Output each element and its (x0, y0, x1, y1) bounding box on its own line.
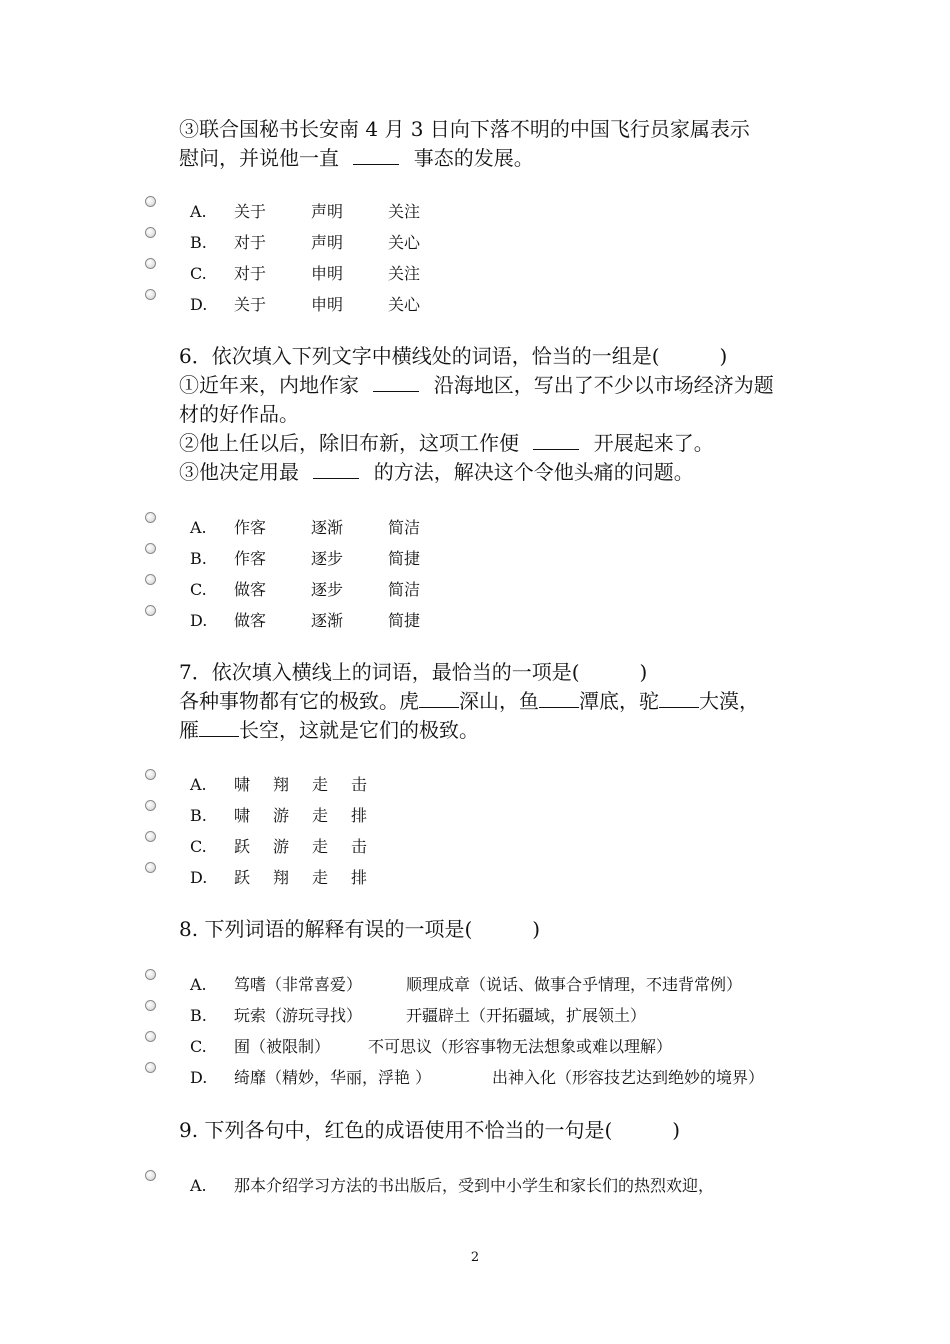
option-char: 啸 (234, 775, 251, 794)
option-word: 做客 (234, 611, 267, 630)
option-text: 那本介绍学习方法的书出版后，受到中小学生和家长们的热烈欢迎， (234, 1176, 715, 1195)
q6-option-c-radio[interactable] (145, 574, 156, 585)
option-char: 走 (312, 837, 329, 856)
q8-option-a-radio[interactable] (145, 969, 156, 980)
q6-option-b-radio[interactable] (145, 543, 156, 554)
q7-option-b[interactable] (190, 805, 367, 827)
q6-title: 6．依次填入下列文字中横线处的词语，恰当的一组是( ) (179, 344, 728, 368)
option-char: 击 (351, 837, 368, 856)
q7-option-d-radio[interactable] (145, 862, 156, 873)
option-term: 不可思议（形容事物无法想象或难以理解） (368, 1037, 673, 1056)
option-word: 简捷 (388, 611, 421, 630)
q8-option-b[interactable] (190, 1005, 646, 1027)
option-term: 出神入化（形容技艺达到绝妙的境界） (492, 1068, 765, 1087)
q6-s2b: 开展起来了。 (593, 431, 714, 455)
q5-option-d[interactable] (190, 294, 420, 316)
q7-option-b-radio[interactable] (145, 800, 156, 811)
option-word: 对于 (234, 233, 267, 252)
q6-blank-3 (313, 460, 359, 479)
option-letter: C. (190, 837, 207, 856)
q6-option-d[interactable] (190, 610, 420, 632)
q7-blank-3 (659, 689, 699, 708)
option-letter: C. (190, 264, 207, 283)
page-number: 2 (470, 1250, 480, 1265)
q7-option-a-radio[interactable] (145, 769, 156, 780)
q5-blank (353, 146, 399, 165)
q8-option-d-radio[interactable] (145, 1062, 156, 1073)
option-char: 击 (351, 775, 368, 794)
option-word: 声明 (311, 233, 344, 252)
option-char: 翔 (273, 868, 290, 887)
option-word: 关心 (388, 295, 421, 314)
q8-title: 8. 下列词语的解释有误的一项是( ) (179, 917, 541, 941)
option-term: 囿（被限制） (234, 1037, 331, 1056)
q9-option-a[interactable] (190, 1175, 714, 1197)
option-letter: A. (190, 975, 207, 994)
q6-s1a: ①近年来，内地作家 (179, 373, 359, 397)
q6-blank-1 (373, 373, 419, 392)
option-letter: C. (190, 580, 207, 599)
q8-option-c-radio[interactable] (145, 1031, 156, 1042)
q7-stem (179, 658, 759, 745)
option-char: 跃 (234, 868, 251, 887)
option-word: 逐渐 (311, 518, 344, 537)
option-term: 顺理成章（说话、做事合乎情理，不违背常例） (406, 975, 743, 994)
q8-option-c[interactable] (190, 1036, 672, 1058)
option-word: 关于 (234, 202, 267, 221)
q5-option-c[interactable] (190, 263, 420, 285)
q7-l2a: 雁 (179, 718, 199, 742)
option-char: 游 (273, 806, 290, 825)
q7-l1d: 大漠， (699, 689, 759, 713)
q5-option-c-radio[interactable] (145, 258, 156, 269)
option-word: 申明 (311, 295, 344, 314)
q5-option-d-radio[interactable] (145, 289, 156, 300)
q7-option-d[interactable] (190, 867, 367, 889)
q7-option-c[interactable] (190, 836, 367, 858)
option-char: 走 (312, 868, 329, 887)
q8-option-d[interactable] (190, 1067, 764, 1089)
option-word: 做客 (234, 580, 267, 599)
q7-l1c: 潭底，驼 (579, 689, 659, 713)
option-word: 逐步 (311, 580, 344, 599)
option-char: 走 (312, 806, 329, 825)
option-letter: A. (190, 1176, 207, 1195)
q6-s3b: 的方法，解决这个令他头痛的问题。 (373, 460, 694, 484)
option-word: 简洁 (388, 580, 421, 599)
q5-stem-line2b: 事态的发展。 (413, 146, 534, 170)
option-char: 排 (351, 868, 368, 887)
option-letter: B. (190, 1006, 207, 1025)
q6-option-d-radio[interactable] (145, 605, 156, 616)
option-word: 关心 (388, 233, 421, 252)
option-word: 简捷 (388, 549, 421, 568)
option-word: 申明 (311, 264, 344, 283)
q5-stem-line1: ③联合国秘书长安南 4 月 3 日向下落不明的中国飞行员家属表示 (179, 117, 750, 141)
q6-stem (179, 342, 774, 487)
q6-s1c: 材的好作品。 (179, 402, 299, 426)
q5-option-b-radio[interactable] (145, 227, 156, 238)
option-letter: D. (190, 611, 208, 630)
option-word: 作客 (234, 549, 267, 568)
option-term: 开疆辟土（开拓疆域，扩展领土） (406, 1006, 647, 1025)
q6-s2a: ②他上任以后，除旧布新，这项工作便 (179, 431, 519, 455)
q9-stem (179, 1116, 680, 1145)
q9-option-a-radio[interactable] (145, 1170, 156, 1181)
q7-blank-2 (539, 689, 579, 708)
option-word: 声明 (311, 202, 344, 221)
option-word: 关注 (388, 264, 421, 283)
option-char: 跃 (234, 837, 251, 856)
q7-blank-1 (419, 689, 459, 708)
option-letter: A. (190, 775, 207, 794)
q6-s3a: ③他决定用最 (179, 460, 299, 484)
q6-option-a-radio[interactable] (145, 512, 156, 523)
option-char: 翔 (273, 775, 290, 794)
option-letter: A. (190, 202, 207, 221)
q7-l2b: 长空，这就是它们的极致。 (239, 718, 479, 742)
q6-option-b[interactable] (190, 548, 420, 570)
q7-blank-4 (199, 718, 239, 737)
option-word: 逐渐 (311, 611, 344, 630)
option-letter: D. (190, 1068, 208, 1087)
q5-option-a-radio[interactable] (145, 196, 156, 207)
option-letter: D. (190, 868, 208, 887)
q7-title: 7．依次填入横线上的词语，最恰当的一项是( ) (179, 660, 648, 684)
option-word: 作客 (234, 518, 267, 537)
q7-option-a[interactable] (190, 774, 367, 796)
q5-stem (179, 115, 750, 173)
option-char: 走 (312, 775, 329, 794)
q8-option-b-radio[interactable] (145, 1000, 156, 1011)
option-word: 关于 (234, 295, 267, 314)
q8-option-a[interactable] (190, 974, 742, 996)
option-word: 简洁 (388, 518, 421, 537)
q5-option-b[interactable] (190, 232, 420, 254)
option-letter: D. (190, 295, 208, 314)
q6-s1b: 沿海地区，写出了不少以市场经济为题 (433, 373, 774, 397)
option-letter: C. (190, 1037, 207, 1056)
q6-option-c[interactable] (190, 579, 420, 601)
option-char: 啸 (234, 806, 251, 825)
option-term: 绮靡（精妙，华丽，浮艳 ） (234, 1068, 432, 1087)
q8-stem (179, 915, 540, 944)
q7-l1b: 深山，鱼 (459, 689, 539, 713)
q5-stem-line2a: 慰问，并说他一直 (179, 146, 339, 170)
q5-option-a[interactable] (190, 201, 420, 223)
option-word: 对于 (234, 264, 267, 283)
q9-title: 9. 下列各句中，红色的成语使用不恰当的一句是( ) (179, 1118, 681, 1142)
option-term: 玩索（游玩寻找） (234, 1006, 363, 1025)
q7-option-c-radio[interactable] (145, 831, 156, 842)
option-letter: B. (190, 549, 207, 568)
option-letter: B. (190, 806, 207, 825)
option-letter: B. (190, 233, 207, 252)
q6-option-a[interactable] (190, 517, 420, 539)
option-word: 逐步 (311, 549, 344, 568)
option-char: 排 (351, 806, 368, 825)
q6-blank-2 (533, 431, 579, 450)
option-letter: A. (190, 518, 207, 537)
option-char: 游 (273, 837, 290, 856)
option-term: 笃嗜（非常喜爱） (234, 975, 363, 994)
q7-l1a: 各种事物都有它的极致。虎 (179, 689, 419, 713)
option-word: 关注 (388, 202, 421, 221)
